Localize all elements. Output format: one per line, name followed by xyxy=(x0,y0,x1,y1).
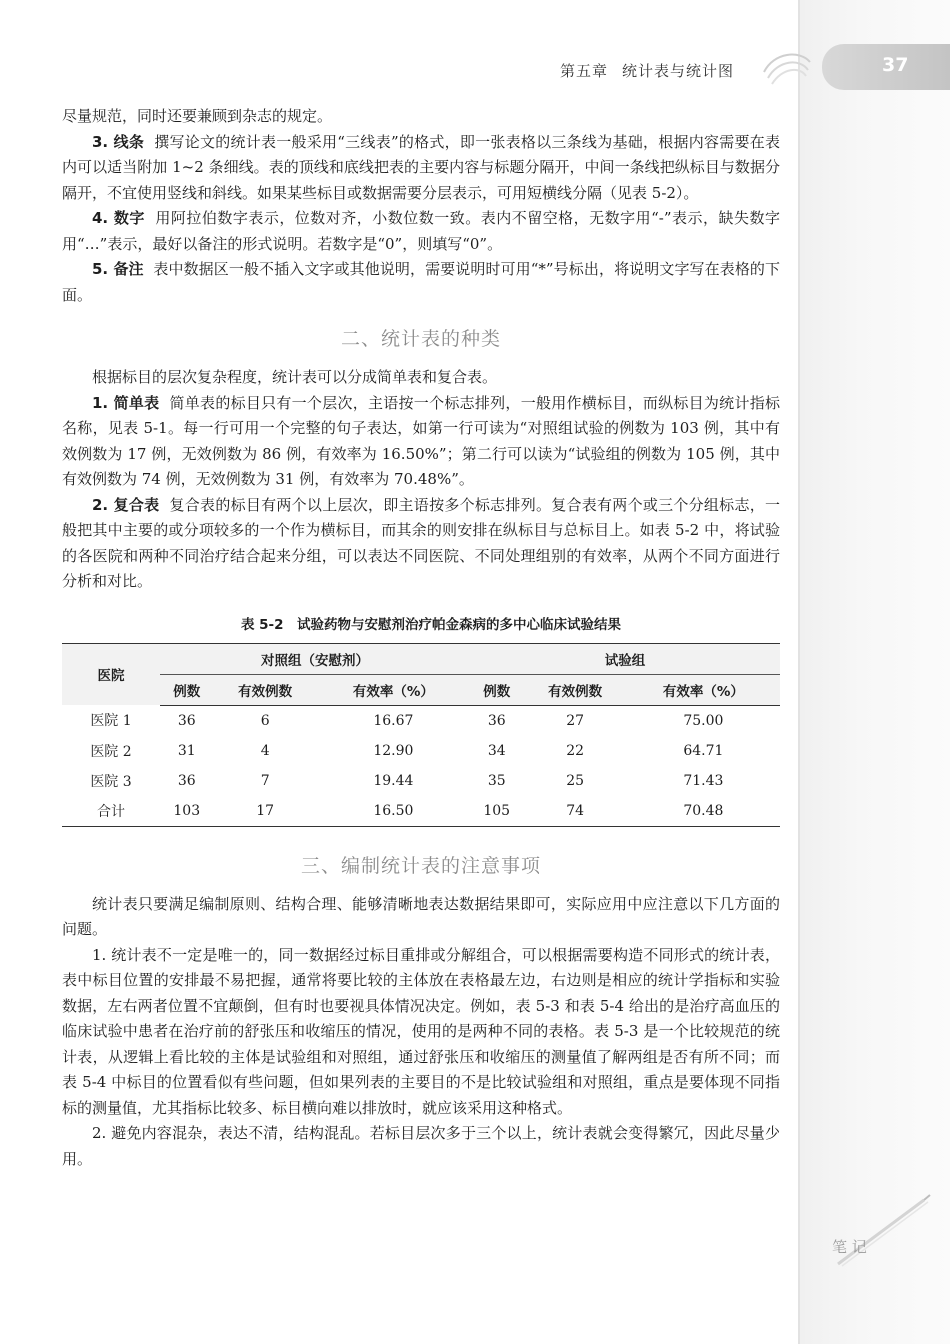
swirl-decoration-icon xyxy=(760,44,816,90)
trial-effective-header: 有效例数 xyxy=(523,674,626,705)
page-number: 37 xyxy=(882,54,909,76)
hospital-column-header: 医院 xyxy=(62,643,160,705)
trial-effective-cell: 22 xyxy=(566,742,585,759)
simple-table-label: 1. 简单表 xyxy=(92,393,160,412)
chapter-title: 统计表与统计图 xyxy=(622,62,735,80)
trial-rate-cell: 71.43 xyxy=(683,772,724,789)
control-rate-cell: 16.67 xyxy=(373,712,414,729)
trial-effective-cell: 25 xyxy=(566,772,585,789)
running-header xyxy=(560,60,734,81)
trial-n-cell: 35 xyxy=(487,772,506,789)
note-item-1: 1. 统计表不一定是唯一的，同一数据经过标目重排或分解组合，可以根据需要构造不同形式的统计表，表中标目位置的安排最不易把握，通常将要比较的主体放在表格最左边，右边则是相应的统计学指标和实验数据，左右两者位置不宜颠倒，但有时也要视具体情况决定。例如，表 5-3 和表 5-4 给出的是治疗高血压的临床试验中患者在治疗前的舒张压和收缩压的情况，使用的是两种不同的表格。表 5-3 是一个比较规范的统计表，从逻辑上看比较的主体是试验组和对照组，通过舒张压和收缩压的测量值了解两组是否有所不同；而表 5-4 中标目的位置看似有些问题，但如果列表的主要目的不是比较试验组和对照组，重点是要体现不同指标的测量值，尤其指标比较多、标目横向难以排放时，就应该采用这种格式。 xyxy=(62,945,780,1117)
control-group-header: 对照组（安慰剂） xyxy=(160,643,470,674)
trial-n-cell: 105 xyxy=(470,796,524,827)
chapter-number: 第五章 xyxy=(560,62,609,80)
simple-table-text: 简单表的标目只有一个层次，主语按一个标志排列，一般用作横标目，而纵标目为统计指标名称，见表 5-1。每一行可用一个完整的句子表达，如第一行可读为“对照组试验的例数为 103 例，其中有效例数为 17 例，无效例数为 86 例，有效率为 16.50%”；第二行可以读为“试验组的例数为 105 例，其中有效例数为 74 例，无效例数为 31 例，有效率为 70.48%”。 xyxy=(62,393,780,488)
trial-n-cell: 34 xyxy=(487,742,506,759)
rule-notes-text: 表中数据区一般不插入文字或其他说明，需要说明时可用“*”号标出，将说明文字写在表格的下面。 xyxy=(62,260,781,304)
margin-divider xyxy=(798,0,800,1344)
control-rate-header: 有效率（%） xyxy=(317,674,470,705)
trial-rate-cell: 64.71 xyxy=(683,742,724,759)
compound-table-label: 2. 复合表 xyxy=(92,495,160,514)
control-effective-cell: 17 xyxy=(214,796,317,827)
pen-icon xyxy=(828,1190,938,1270)
hospital-cell: 医院 1 xyxy=(90,713,132,730)
table-row xyxy=(62,705,780,736)
note-item-2: 2. 避免内容混杂，表达不清，结构混乱。若标目层次多于三个以上，统计表就会变得繁冗，因此尽量少用。 xyxy=(62,1124,780,1168)
page-body xyxy=(62,104,780,1172)
trial-results-table xyxy=(62,643,780,827)
control-n-cell: 36 xyxy=(177,772,196,789)
trial-effective-cell: 74 xyxy=(523,796,626,827)
hospital-cell: 合计 xyxy=(62,796,160,827)
table-total-row xyxy=(62,796,780,827)
rule-numbers-text: 用阿拉伯数字表示，位数对齐，小数位数一致。表内不留空格，无数字用“-”表示，缺失数字用“…”表示，最好以备注的形式说明。若数字是“0”，则填写“0”。 xyxy=(62,209,780,253)
control-effective-cell: 6 xyxy=(260,712,270,729)
rule-numbers xyxy=(62,206,780,257)
simple-table-paragraph xyxy=(62,391,780,493)
trial-n-cell: 36 xyxy=(487,712,506,729)
trial-rate-cell: 70.48 xyxy=(627,796,780,827)
hospital-cell: 医院 3 xyxy=(90,773,132,790)
control-rate-cell: 19.44 xyxy=(373,772,414,789)
trial-rate-cell: 75.00 xyxy=(683,712,724,729)
section-3-intro: 统计表只要满足编制原则、结构合理、能够清晰地表达数据结果即可，实际应用中应注意以下几方面的问题。 xyxy=(62,894,780,938)
control-effective-cell: 4 xyxy=(260,742,270,759)
trial-rate-header: 有效率（%） xyxy=(627,674,780,705)
margin-notes-column xyxy=(800,0,950,1344)
control-n-cell: 36 xyxy=(177,712,196,729)
rule-notes xyxy=(62,257,780,308)
section-2-title: 二、统计表的种类 xyxy=(340,328,501,350)
control-effective-cell: 7 xyxy=(260,772,270,789)
rule-lines-label: 3. 线条 xyxy=(92,132,145,151)
control-rate-cell: 12.90 xyxy=(373,742,414,759)
continued-paragraph: 尽量规范，同时还要兼顾到杂志的规定。 xyxy=(62,107,333,125)
table-row xyxy=(62,736,780,766)
hospital-cell: 医院 2 xyxy=(90,743,132,760)
control-effective-header: 有效例数 xyxy=(214,674,317,705)
rule-numbers-label: 4. 数字 xyxy=(92,209,145,227)
notes-label: 笔 记 xyxy=(832,1238,867,1256)
table-caption: 表 5-2 试验药物与安慰剂治疗帕金森病的多中心临床试验结果 xyxy=(240,616,622,633)
table-row xyxy=(62,766,780,796)
control-n-header: 例数 xyxy=(160,674,214,705)
rule-lines xyxy=(62,130,780,207)
trial-group-header: 试验组 xyxy=(470,643,780,674)
trial-n-header: 例数 xyxy=(470,674,524,705)
control-rate-cell: 16.50 xyxy=(317,796,470,827)
trial-effective-cell: 27 xyxy=(566,712,585,729)
compound-table-paragraph xyxy=(62,493,780,595)
rule-notes-label: 5. 备注 xyxy=(92,260,144,278)
control-n-cell: 103 xyxy=(160,796,214,827)
compound-table-text: 复合表的标目有两个以上层次，即主语按多个标志排列。复合表有两个或三个分组标志，一般把其中主要的或分项较多的一个作为横标目，而其余的则安排在纵标目与总标目上。如表 5-2 中，将试验的各医院和两种不同治疗结合起来分组，可以表达不同医院、不同处理组别的有效率，从两个不同方面进行分析和对比。 xyxy=(62,495,780,590)
rule-lines-text: 撰写论文的统计表一般采用“三线表”的格式，即一张表格以三条线为基础，根据内容需要在表内可以适当附加 1~2 条细线。表的顶线和底线把表的主要内容与标题分隔开，中间一条线把纵标目与数据分隔开，不宜使用竖线和斜线。如果某些标目或数据需要分层表示，可用短横线分隔（见表 5-2）。 xyxy=(62,132,781,202)
section-3-title: 三、编制统计表的注意事项 xyxy=(300,854,541,877)
control-n-cell: 31 xyxy=(177,742,196,759)
section-2-intro: 根据标目的层次复杂程度，统计表可以分成简单表和复合表。 xyxy=(92,368,498,386)
